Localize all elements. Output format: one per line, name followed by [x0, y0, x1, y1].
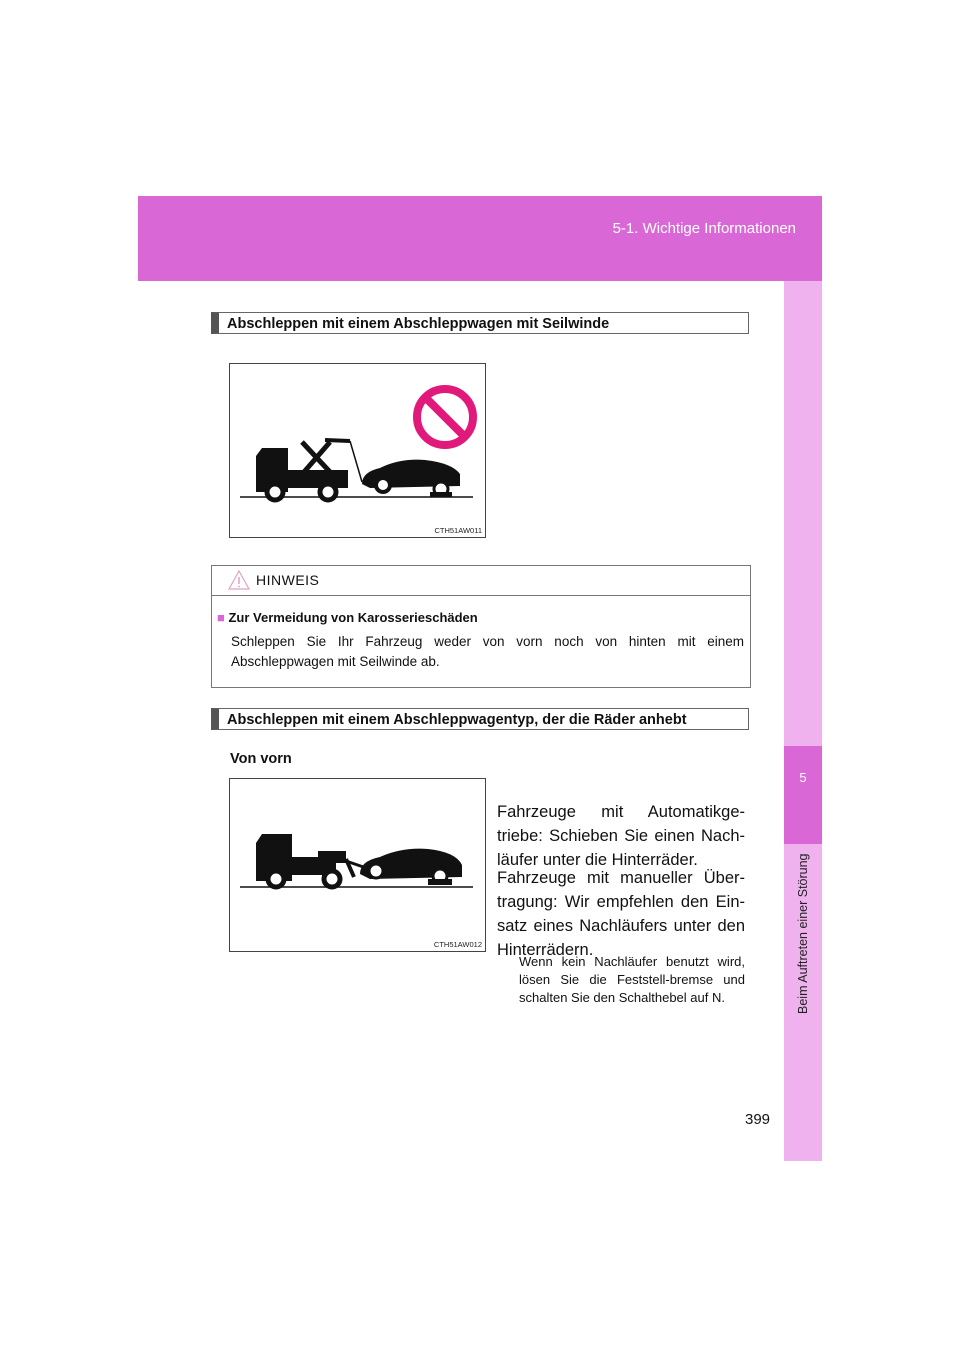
- page-number: 399: [745, 1111, 771, 1128]
- car-icon: [362, 460, 460, 497]
- figure-code: CTH51AW012: [433, 940, 482, 949]
- notice-body: Schleppen Sie Ihr Fahrzeug weder von vorn noch von hinten mit einem Abschleppwagen mit Seilwinde ab.: [231, 634, 744, 669]
- car-icon: [360, 849, 462, 885]
- warning-triangle-icon: [228, 570, 250, 590]
- paragraph-automatic: Fahrzeuge mit Automatikge-triebe: Schieben Sie einen Nach-läufer unter die Hinterräder.: [497, 803, 745, 869]
- section-title-winch: Abschleppen mit einem Abschleppwagen mit Seilwinde: [211, 312, 749, 334]
- notice-subtitle: [217, 610, 478, 625]
- note-no-dolly: Wenn kein Nachläufer benutzt wird, lösen Sie die Feststell-bremse und schalten Sie den Schalthebel auf N.: [519, 954, 745, 1005]
- prohibition-icon: [417, 389, 473, 445]
- tow-truck-icon: [256, 440, 362, 500]
- tow-truck-icon: [256, 834, 375, 887]
- notice-label: HINWEIS: [256, 572, 320, 588]
- section-title-wheel-lift: Abschleppen mit einem Abschleppwagentyp, der die Räder anhebt: [211, 708, 749, 730]
- side-tab-strip: [784, 281, 822, 1161]
- chapter-title: 5-1. Wichtige Informationen: [612, 220, 796, 237]
- side-tab-label: Beim Auftreten einer Störung: [796, 853, 810, 1015]
- figure-code: CTH51AW011: [434, 526, 482, 535]
- notice-subtitle-text: Zur Vermeidung von Karosserieschäden: [228, 610, 478, 625]
- wheel-lift-illustration: [230, 779, 485, 951]
- square-bullet-icon: ■: [217, 610, 225, 625]
- figure-wheel-lift-truck: [229, 778, 486, 952]
- side-tab-active: [784, 746, 822, 844]
- notice-box: [211, 565, 751, 688]
- winch-tow-illustration: [230, 364, 485, 537]
- side-tab-number: 5: [799, 770, 807, 785]
- notice-header: [212, 566, 750, 596]
- paragraph-manual: Fahrzeuge mit manueller Über-tragung: Wir empfehlen den Ein-satz eines Nachläufers unter den Hinterrädern.: [497, 869, 745, 959]
- figure-winch-truck: [229, 363, 486, 538]
- chapter-header: [138, 196, 822, 281]
- subheading-von-vorn: Von vorn: [230, 751, 292, 767]
